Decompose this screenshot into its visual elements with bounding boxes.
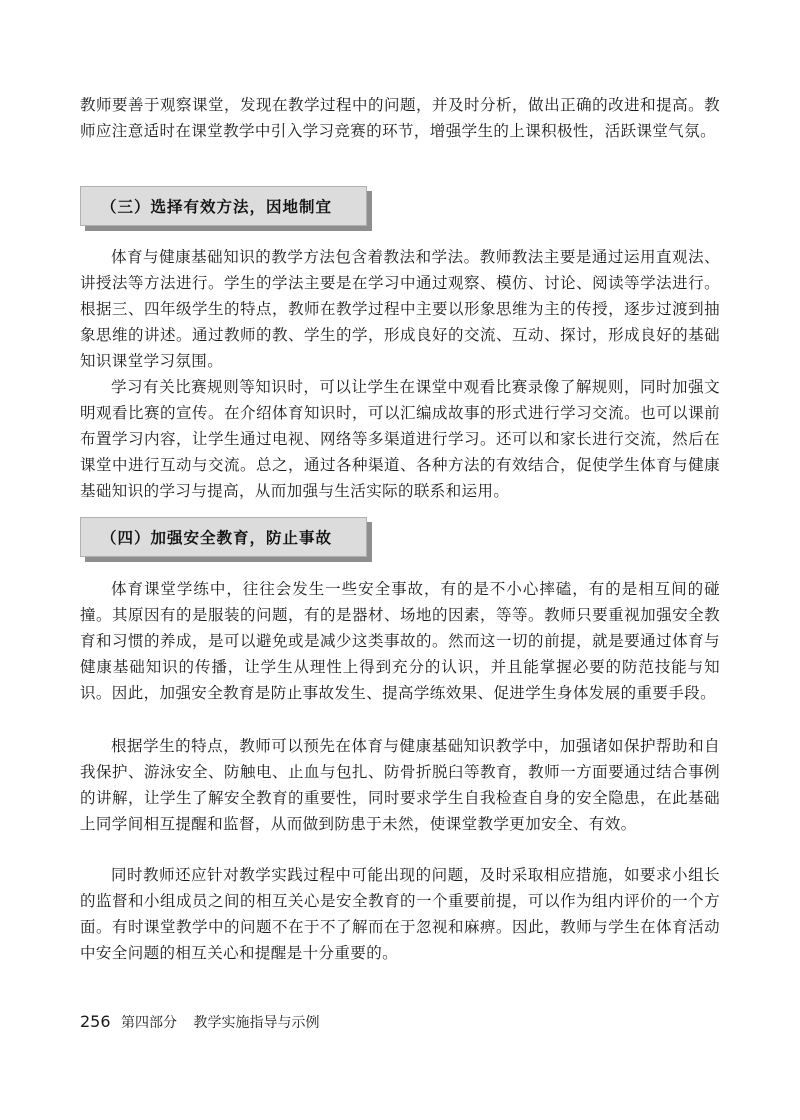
section-heading-4 xyxy=(80,517,367,557)
footer-part: 第四部分 xyxy=(121,1015,177,1031)
paragraph-safety: 体育课堂学练中，往往会发生一些安全事故，有的是不小心摔磕，有的是相互间的碰撞。其原因有的是服装的问题，有的是器材、场地的因素，等等。教师只要重视加强安全教育和习惯的养成，是可以避免或是减少这类事故的。然而这一切的前提，就是要通过体育与健康基础知识的传播，让学生从理性上得到充分的认识，并且能掌握必要的防范技能与知识。因此，加强安全教育是防止事故发生、提高学练效果、促进学生身体发展的重要手段。 xyxy=(80,580,720,702)
page-footer xyxy=(80,1012,319,1032)
paragraph-intro: 教师要善于观察课堂，发现在教学过程中的问题，并及时分析，做出正确的改进和提高。教师应注意适时在课堂教学中引入学习竞赛的环节，增强学生的上课积极性，活跃课堂气氛。 xyxy=(80,96,720,140)
paragraph-rules: 学习有关比赛规则等知识时，可以让学生在课堂中观看比赛录像了解规则，同时加强文明观看比赛的宣传。在介绍体育知识时，可以汇编成故事的形式进行学习交流。也可以课前布置学习内容，让学生通过电视、网络等多渠道进行学习。还可以和家长进行交流，然后在课堂中进行互动与交流。总之，通过各种渠道、各种方法的有效结合，促使学生体育与健康基础知识的学习与提高，从而加强与生活实际的联系和运用。 xyxy=(80,378,720,500)
section-heading-3 xyxy=(80,186,367,226)
footer-section: 教学实施指导与示例 xyxy=(193,1015,320,1031)
paragraph-methods: 体育与健康基础知识的教学方法包含着教法和学法。教师教法主要是通过运用直观法、讲授法等方法进行。学生的学法主要是在学习中通过观察、模仿、讨论、阅读等学法进行。根据三、四年级学生的特点，教师在教学过程中主要以形象思维为主的传授，逐步过渡到抽象思维的讲述。通过教师的教、学生的学，形成良好的交流、互动、探讨，形成良好的基础知识课堂学习氛围。 xyxy=(80,248,720,370)
section-heading-3-text: （三）选择有效方法，因地制宜 xyxy=(101,198,333,216)
page-number: 256 xyxy=(80,1012,111,1031)
paragraph-supervision: 同时教师还应针对教学实践过程中可能出现的问题，及时采取相应措施，如要求小组长的监督和小组成员之间的相互关心是安全教育的一个重要前提，可以作为组内评价的一个方面。有时课堂教学中的问题不在于不了解而在于忽视和麻痹。因此，教师与学生在体育活动中安全问题的相互关心和提醒是十分重要的。 xyxy=(80,866,720,962)
paragraph-protection: 根据学生的特点，教师可以预先在体育与健康基础知识教学中，加强诸如保护帮助和自我保护、游泳安全、防触电、止血与包扎、防骨折脱臼等教育，教师一方面要通过结合事例的讲解，让学生了解安全教育的重要性，同时要求学生自我检查自身的安全隐患，在此基础上同学间相互提醒和监督，从而做到防患于未然，使课堂教学更加安全、有效。 xyxy=(80,737,720,833)
section-heading-4-text: （四）加强安全教育，防止事故 xyxy=(101,529,333,547)
